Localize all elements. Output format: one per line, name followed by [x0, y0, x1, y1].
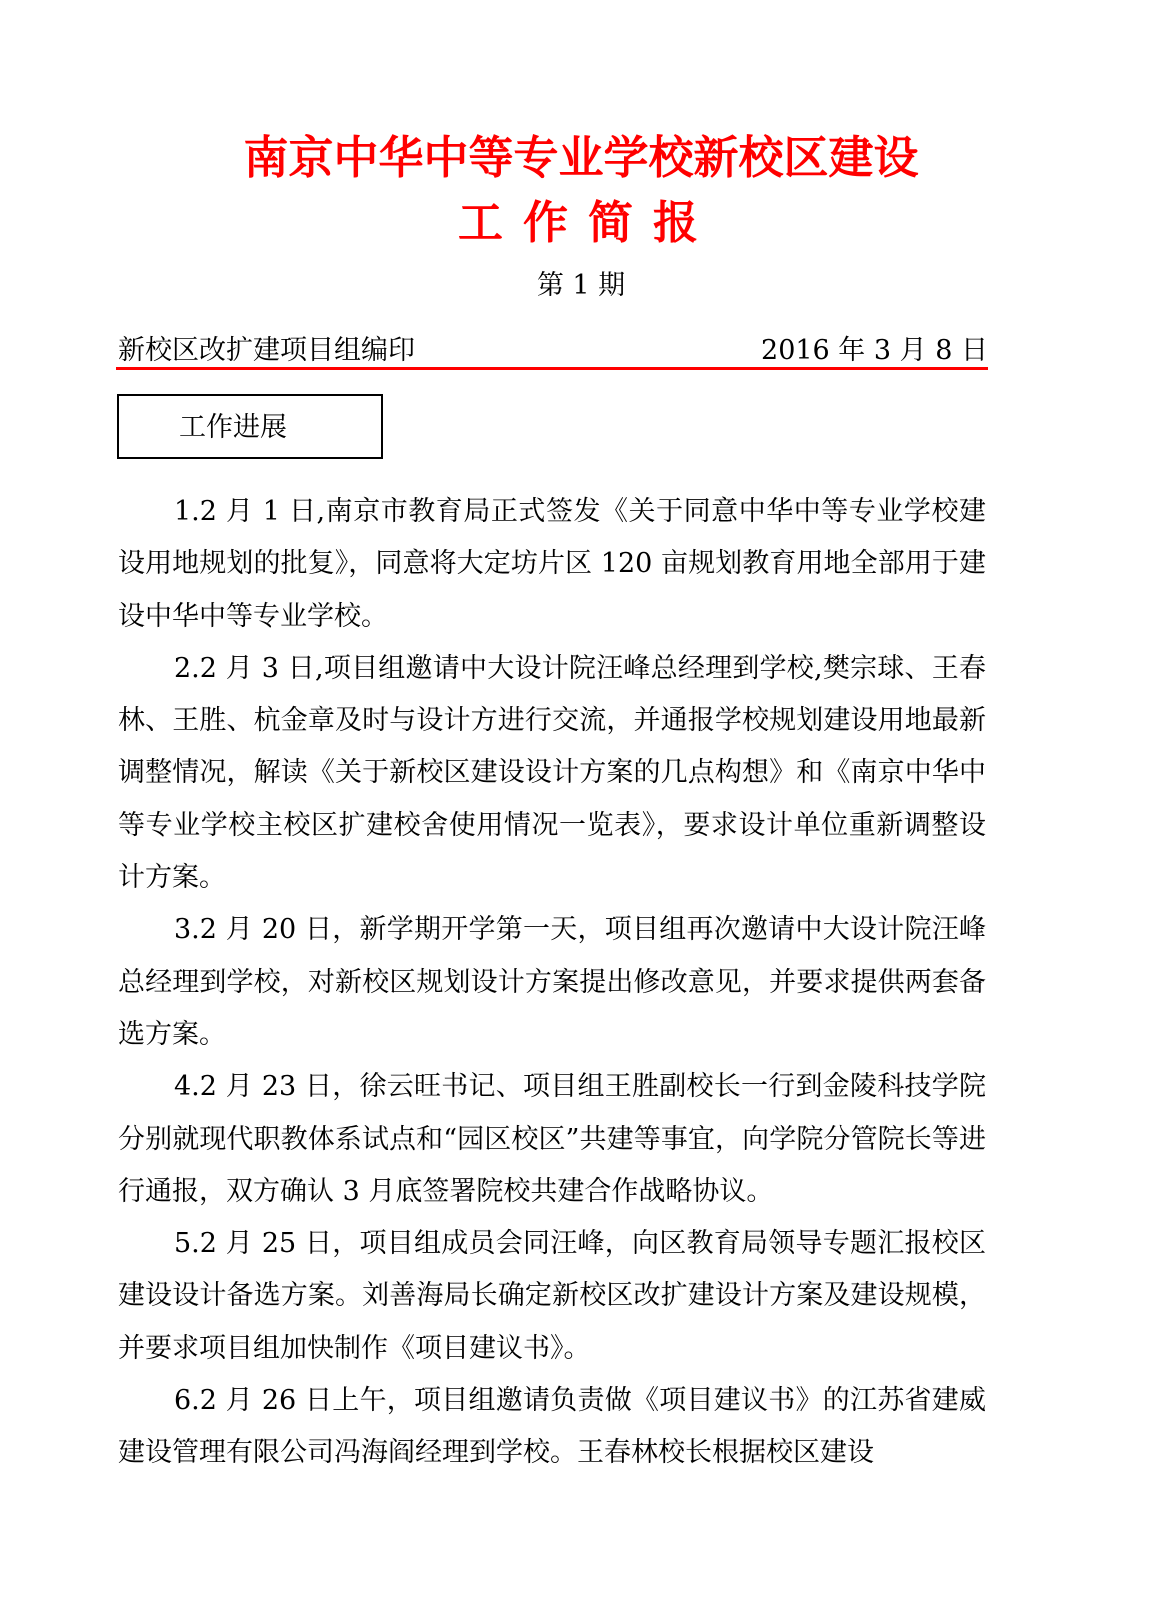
document-subtitle: 工作简报 — [457, 196, 718, 249]
document-body — [118, 486, 986, 1480]
paragraph: 5.2 月 25 日，项目组成员会同汪峰，向区教育局领导专题汇报校区建设设计备选方案。刘善海局长确定新校区改扩建设计方案及建设规模，并要求项目组加快制作《项目建议书》。 — [118, 1228, 986, 1364]
issue-number: 第 1 期 — [536, 270, 626, 301]
document-title: 南京中华中等专业学校新校区建设 — [243, 131, 919, 184]
section-heading-box — [117, 394, 383, 459]
paragraph: 1.2 月 1 日,南京市教育局正式签发《关于同意中华中等专业学校建设用地规划的批复》，同意将大定坊片区 120 亩规划教育用地全部用于建设中华中等专业学校。 — [118, 496, 986, 632]
publisher: 新校区改扩建项目组编印 — [118, 335, 415, 366]
paragraph: 4.2 月 23 日，徐云旺书记、项目组王胜副校长一行到金陵科技学院分别就现代职教体系试点和“园区校区”共建等事宜，向学院分管院长等进行通报，双方确认 3 月底签署院校共建合作战略协议。 — [118, 1071, 986, 1207]
section-heading: 工作进展 — [179, 412, 287, 443]
header-divider — [116, 367, 988, 370]
paragraph: 6.2 月 26 日上午，项目组邀请负责做《项目建议书》的江苏省建威建设管理有限公司冯海阎经理到学校。王春林校长根据校区建设 — [118, 1385, 986, 1469]
paragraph: 2.2 月 3 日,项目组邀请中大设计院汪峰总经理到学校,樊宗球、王春林、王胜、杭金章及时与设计方进行交流，并通报学校规划建设用地最新调整情况，解读《关于新校区建设设计方案的几点构想》和《南京中华中等专业学校主校区扩建校舍使用情况一览表》，要求设计单位重新调整设计方案。 — [118, 652, 986, 894]
paragraph: 3.2 月 20 日，新学期开学第一天，项目组再次邀请中大设计院汪峰总经理到学校，对新校区规划设计方案提出修改意见，并要求提供两套备选方案。 — [118, 914, 986, 1050]
publish-date: 2016 年 3 月 8 日 — [761, 335, 988, 366]
